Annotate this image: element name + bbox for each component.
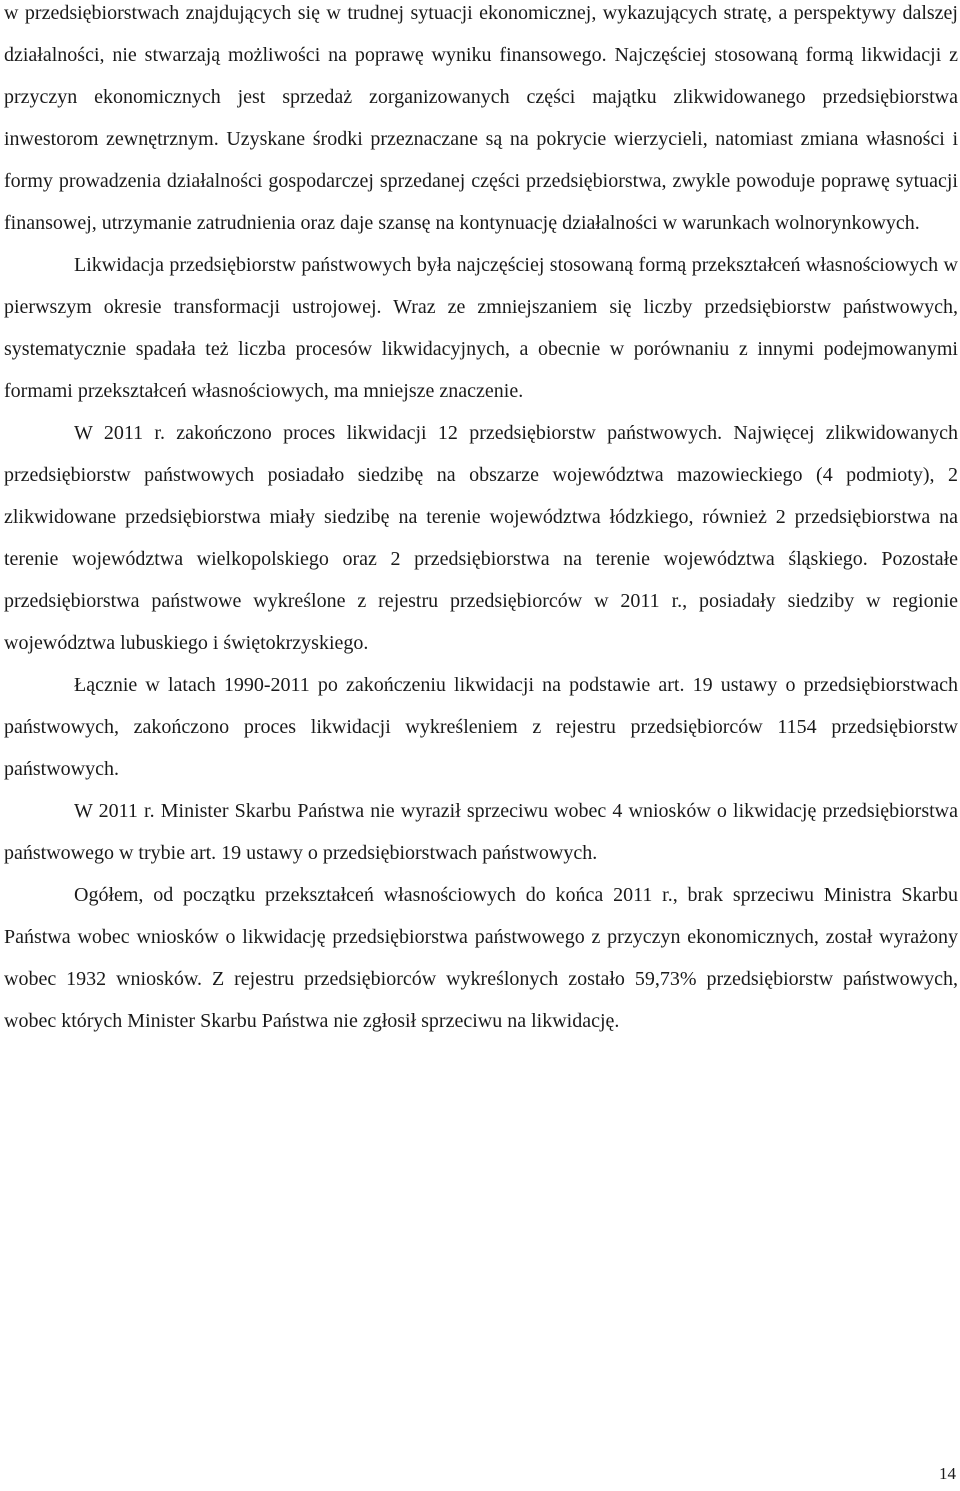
paragraph-total-1990-2011: Łącznie w latach 1990-2011 po zakończeniu likwidacji na podstawie art. 19 ustawy o przedsiębiorstwach państwowych, zakończono proces likwidacji wykreśleniem z rejestru przedsiębiorców 1154 przedsiębiorstw państwowych. bbox=[4, 674, 958, 780]
paragraph-liquidation-form: Likwidacja przedsiębiorstw państwowych była najczęściej stosowaną formą przekształceń własnościowych w pierwszym okresie transformacji ustrojowej. Wraz ze zmniejszaniem się liczby przedsiębiorstw państwowych, systematycznie spadała też liczba procesów likwidacyjnych, a obecnie w porównaniu z innymi podejmowanymi formami przekształceń własnościowych, ma mniejsze znaczenie. bbox=[4, 254, 958, 402]
paragraph-continuation: w przedsiębiorstwach znajdujących się w trudnej sytuacji ekonomicznej, wykazujących stratę, a perspektywy dalszej działalności, nie stwarzają możliwości na poprawę wyniku finansowego. Najczęściej stosowaną formą likwidacji z przyczyn ekonomicznych jest sprzedaż zorganizowanych części majątku zlikwidowanego przedsiębiorstwa inwestorom zewnętrznym. Uzyskane środki przeznaczane są na pokrycie wierzycieli, natomiast zmiana własności i formy prowadzenia działalności gospodarczej sprzedanej części przedsiębiorstwa, zwykle powoduje poprawę sytuacji finansowej, utrzymanie zatrudnienia oraz daje szansę na kontynuację działalności w warunkach wolnorynkowych. bbox=[4, 2, 958, 234]
paragraph-minister-2011: W 2011 r. Minister Skarbu Państwa nie wyraził sprzeciwu wobec 4 wniosków o likwidację przedsiębiorstwa państwowego w trybie art. 19 ustawy o przedsiębiorstwach państwowych. bbox=[4, 800, 958, 864]
paragraph-overall-summary: Ogółem, od początku przekształceń własnościowych do końca 2011 r., brak sprzeciwu Ministra Skarbu Państwa wobec wniosków o likwidację przedsiębiorstwa państwowego z przyczyn ekonomicznych, został wyrażony wobec 1932 wniosków. Z rejestru przedsiębiorców wykreślonych zostało 59,73% przedsiębiorstw państwowych, wobec których Minister Skarbu Państwa nie zgłosił sprzeciwu na likwidację. bbox=[4, 884, 958, 1032]
paragraph-2011-liquidations: W 2011 r. zakończono proces likwidacji 12 przedsiębiorstw państwowych. Najwięcej zlikwidowanych przedsiębiorstw państwowych posiadało siedzibę na obszarze województwa mazowieckiego (4 podmioty), 2 zlikwidowane przedsiębiorstwa miały siedzibę na terenie województwa łódzkiego, również 2 przedsiębiorstwa na terenie województwa wielkopolskiego oraz 2 przedsiębiorstwa na terenie województwa śląskiego. Pozostałe przedsiębiorstwa państwowe wykreślone z rejestru przedsiębiorców w 2011 r., posiadały siedziby w regionie województwa lubuskiego i świętokrzyskiego. bbox=[4, 422, 958, 654]
document-page bbox=[4, 0, 958, 1042]
page-number: 14 bbox=[939, 1464, 956, 1483]
